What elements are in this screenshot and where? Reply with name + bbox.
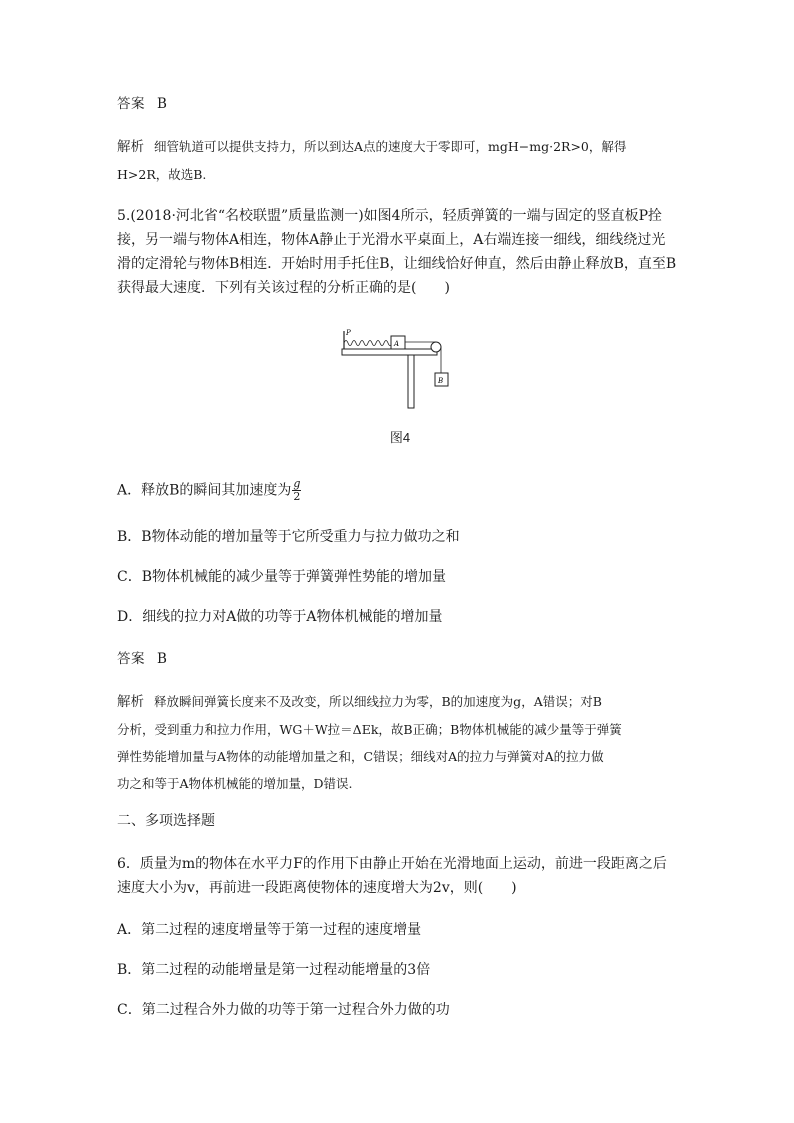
analysis-line: 细管轨道可以提供支持力，所以到达A点的速度大于零即可，mgH−mg·2R>0，解得 [154,139,627,154]
q5-analysis [117,688,677,797]
question-5-stem [117,204,677,300]
prev-answer [117,92,677,116]
question-line: 滑的定滑轮与物体B相连．开始时用手托住B，让细线恰好伸直，然后由静止释放B，直至B [117,256,677,272]
spring [344,341,395,346]
table-leg [408,355,414,408]
analysis-line: H>2R，故选B. [117,167,207,182]
section-title: 二、多项选择题 [117,813,215,829]
answer-value: B [157,96,168,112]
answer-label: 答案 [117,651,145,667]
option-b: B．B物体动能的增加量等于它所受重力与拉力做功之和 [117,529,460,545]
analysis-line: 释放瞬间弹簧长度来不及改变，所以细线拉力为零，B的加速度为g，A错误；对B [154,694,602,709]
question-line: 速度大小为v，再前进一段距离使物体的速度增大为2v，则( ) [117,880,517,896]
answer-label: 答案 [117,96,145,112]
question-line: 接，另一端与物体A相连，物体A静止于光滑水平桌面上，A右端连接一细线，细线绕过光 [117,232,666,248]
question-line: 5.(2018·河北省“名校联盟”质量监测一)如图4所示，轻质弹簧的一端与固定的竖直板P拴 [117,208,662,224]
figure-4-diagram [330,325,460,410]
analysis-label: 解析 [117,694,144,710]
question-6-stem [117,852,677,900]
answer-value: B [157,651,168,667]
question-line: 获得最大速度．下列有关该过程的分析正确的是( ) [117,280,450,296]
analysis-label: 解析 [117,139,144,155]
q5-answer [117,647,677,671]
label-p: P [346,329,351,337]
label-a: A [394,340,400,348]
label-b: B [438,377,444,385]
option-a [117,478,677,503]
option-a: A．第二过程的速度增量等于第一过程的速度增量 [117,922,422,938]
table-top [342,349,437,355]
analysis-line: 弹性势能增加量与A物体的动能增加量之和，C错误；细线对A的拉力与弹簧对A的拉力做 [117,749,604,764]
option-d: D．细线的拉力对A做的功等于A物体机械能的增加量 [117,609,443,625]
pulley [431,342,441,352]
analysis-line: 分析，受到重力和拉力作用，WG＋W拉＝ΔEk，故B正确；B物体机械能的减少量等于弹簧 [117,722,622,737]
fraction-numerator: g [293,477,301,490]
option-b: B．第二过程的动能增量是第一过程动能增量的3倍 [117,962,431,978]
figure-caption: 图4 [389,430,411,445]
question-line: 6．质量为m的物体在水平力F的作用下由静止开始在光滑地面上运动，前进一段距离之后 [117,856,667,872]
option-c: C．B物体机械能的减少量等于弹簧弹性势能的增加量 [117,569,446,585]
option-a-text: A．释放B的瞬间其加速度为 [117,482,292,499]
fraction [292,478,301,503]
fraction-denominator: 2 [293,490,301,503]
prev-analysis [117,133,677,188]
analysis-line: 功之和等于A物体机械能的增加量，D错误. [117,776,353,791]
option-c: C．第二过程合外力做的功等于第一过程合外力做的功 [117,1002,450,1018]
